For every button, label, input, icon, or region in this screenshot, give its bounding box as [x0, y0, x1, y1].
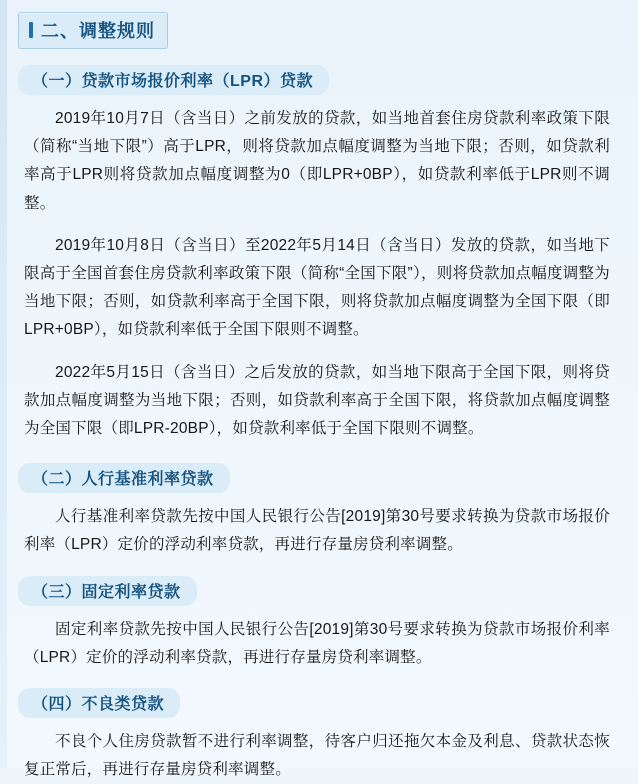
paragraph: 固定利率贷款先按中国人民银行公告[2019]第30号要求转换为贷款市场报价利率（LPR）定价的浮动利率贷款，再进行存量房贷利率调整。: [24, 620, 610, 666]
section-bullet-icon: [29, 22, 33, 38]
section-heading: [18, 12, 168, 49]
document-content: [14, 59, 624, 784]
paragraph: 不良个人住房贷款暂不进行利率调整，待客户归还拖欠本金及利息、贷款状态恢复正常后，再进行存量房贷利率调整。: [24, 733, 610, 779]
paragraph: 2019年10月7日（含当日）之前发放的贷款，如当地首套住房贷款利率政策下限（简称“当地下限”）高于LPR，则将贷款加点幅度调整为当地下限；否则，如贷款利率高于LPR则将贷款加点幅度调整为0（即LPR+0BP），如贷款利率低于LPR则不调整。: [24, 110, 610, 212]
paragraph: 2022年5月15日（含当日）之后发放的贷款，如当地下限高于全国下限，则将贷款加点幅度调整为当地下限；否则，如贷款利率高于全国下限，将贷款加点幅度调整为全国下限（即LPR-20BP），如贷款利率低于全国下限则不调整。: [24, 363, 610, 438]
page-left-rail: [0, 0, 7, 768]
paragraph: 人行基准利率贷款先按中国人民银行公告[2019]第30号要求转换为贷款市场报价利率（LPR）定价的浮动利率贷款，再进行存量房贷利率调整。: [24, 508, 610, 554]
subsection-heading-2: （二）人行基准利率贷款: [18, 463, 230, 493]
subsection-heading-3: （三）固定利率贷款: [18, 576, 197, 606]
subsection-heading-1: （一）贷款市场报价利率（LPR）贷款: [18, 65, 329, 95]
subsection-heading-4: （四）不良类贷款: [18, 688, 180, 718]
section-title: 二、调整规则: [41, 21, 155, 41]
paragraph: 2019年10月8日（含当日）至2022年5月14日（含当日）发放的贷款，如当地下限高于全国首套住房贷款利率政策下限（简称“全国下限”），则将贷款加点幅度调整为当地下限；否则，如贷款利率高于全国下限，则将贷款加点幅度调整为全国下限（即LPR+0BP），如贷款利率低于全国下限则不调整。: [24, 236, 610, 339]
